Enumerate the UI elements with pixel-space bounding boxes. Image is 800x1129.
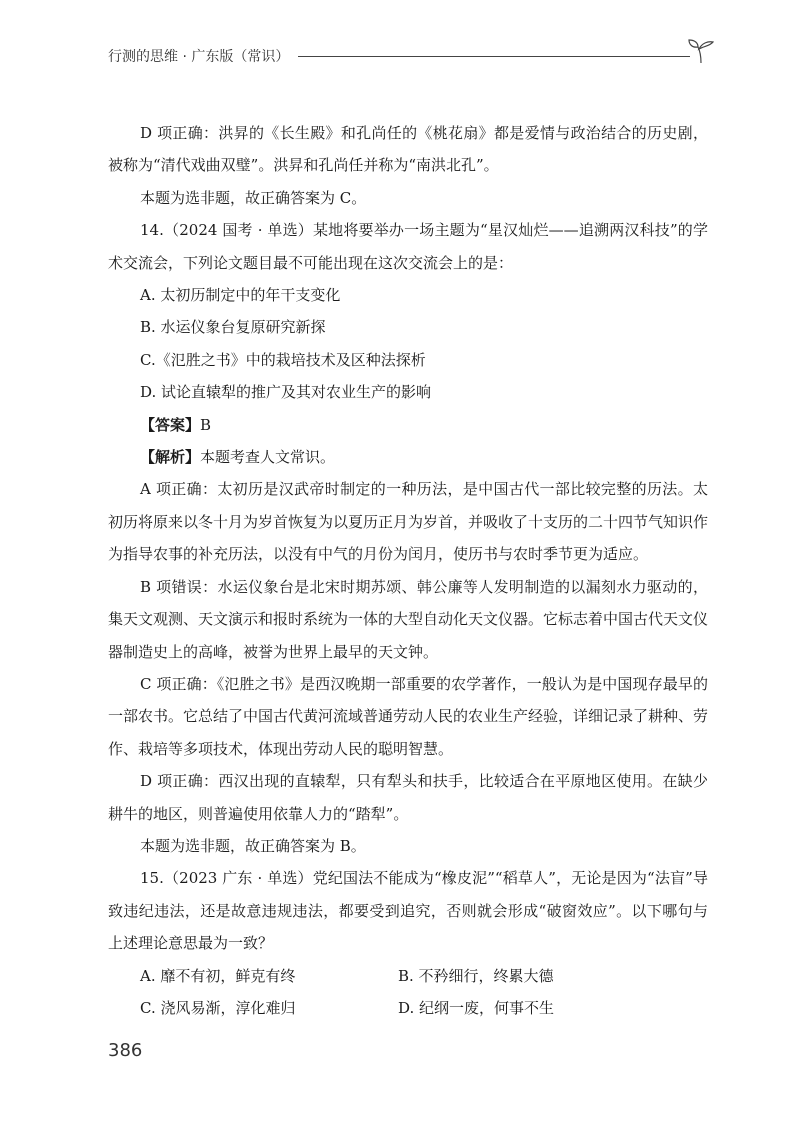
explanation-option-b: B 项错误：水运仪象台是北宋时期苏颂、韩公廉等人发明制造的以漏刻水力驱动的，集天文观测、天文演示和报时系统为一体的大型自动化天文仪器。它标志着中国古代天文仪器制造史上的高峰，被誉为世界上最早的天文钟。	[108, 577, 709, 661]
question-15-options-row-1	[108, 960, 708, 992]
explanation-option-c: C 项正确：《氾胜之书》是西汉晚期一部重要的农学著作，一般认为是中国现存最早的一部农书。它总结了中国古代黄河流域普通劳动人民的农业生产经验，详细记录了耕种、劳作、栽培等多项技术，体现出劳动人民的聪明智慧。	[108, 674, 709, 758]
question-15-options-row-2	[108, 992, 708, 1024]
explanation-option-a: A 项正确：太初历是汉武帝时制定的一种历法，是中国古代一部比较完整的历法。太初历将原来以冬十月为岁首恢复为以夏历正月为岁首，并吸收了十支历的二十四节气知识作为指导农事的补充历法，以没有中气的月份为闰月，使历书与农时季节更为适应。	[108, 480, 709, 564]
analysis-text: 本题考查人文常识。	[200, 448, 336, 467]
running-header	[108, 44, 708, 68]
answer-conclusion-prev: 本题为选非题，故正确答案为 C。	[140, 188, 367, 207]
question-14-option-b: B. 水运仪象台复原研究新探	[140, 318, 326, 337]
option-d-explanation-prev: D 项正确：洪昇的《长生殿》和孔尚任的《桃花扇》都是爱情与政治结合的历史剧，被称为“清代戏曲双璧”。洪昇和孔尚任并称为“南洪北孔”。	[108, 124, 708, 175]
question-14-option-c: C.《氾胜之书》中的栽培技术及区种法探析	[140, 350, 426, 369]
header-rule	[298, 56, 690, 57]
question-14-option-d: D. 试论直辕犁的推广及其对农业生产的影响	[140, 383, 432, 402]
question-15-option-b: B. 不矜细行，终累大德	[398, 966, 554, 985]
analysis-label: 【解析】	[140, 448, 201, 467]
page-body	[108, 117, 708, 1024]
question-14-answer	[108, 409, 708, 441]
question-15-option-c: C. 浇风易渐，淳化难归	[140, 998, 296, 1017]
question-14-option-a: A. 太初历制定中的年干支变化	[140, 286, 341, 305]
answer-conclusion: 本题为选非题，故正确答案为 B。	[140, 836, 366, 855]
question-15-option-d: D. 纪纲一废，何事不生	[398, 998, 555, 1017]
sprout-icon	[686, 38, 716, 64]
question-15-option-a: A. 靡不有初，鲜克有终	[140, 966, 296, 985]
page-number: 386	[108, 1040, 143, 1061]
answer-value: B	[200, 415, 212, 434]
explanation-option-d: D 项正确：西汉出现的直辕犁，只有犁头和扶手，比较适合在平原地区使用。在缺少耕牛的地区，则普遍使用依靠人力的“踏犁”。	[108, 772, 708, 823]
answer-label: 【答案】	[140, 415, 201, 434]
question-15-stem: 15.（2023 广东 · 单选）党纪国法不能成为“橡皮泥”“稻草人”，无论是因为“法盲”导致违纪违法，还是故意违规违法，都要受到追究，否则就会形成“破窗效应”。以下哪句与上述理论意思最为一致？	[108, 869, 708, 953]
header-title: 行测的思维 · 广东版（常识）	[108, 49, 290, 65]
question-14-stem: 14.（2024 国考 · 单选）某地将要举办一场主题为“星汉灿烂——追溯两汉科技”的学术交流会，下列论文题目最不可能出现在这次交流会上的是：	[108, 221, 708, 272]
question-14-analysis	[108, 441, 708, 473]
